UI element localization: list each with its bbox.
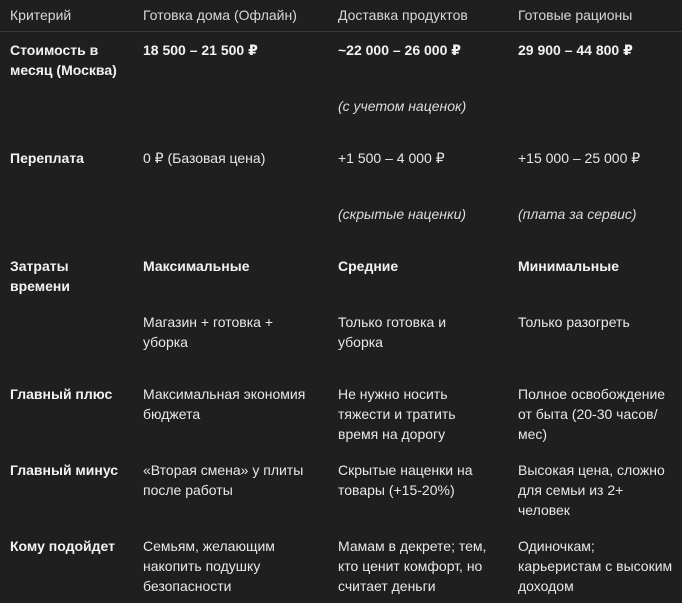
table-row-fit	[0, 536, 682, 603]
table-row-overpay	[0, 148, 682, 248]
table-row-cost	[0, 40, 682, 140]
row-label-cost: Стоимость в месяц (Москва)	[10, 42, 117, 78]
plus-home: Максимальная экономия бюджета	[143, 386, 306, 422]
overpay-ready-cell	[518, 148, 678, 222]
row-label-minus: Главный минус	[10, 462, 119, 478]
table-row-plus	[0, 384, 682, 454]
plus-ready: Полное освобождение от быта (20-30 часов/мес)	[518, 386, 666, 442]
overpay-delivery-note: (скрытые наценки)	[338, 206, 467, 222]
plus-delivery: Не нужно носить тяжести и тратить время на дорогу	[338, 386, 456, 442]
time-ready-sub: Только разогреть	[518, 314, 630, 330]
row-label-overpay: Переплата	[10, 150, 84, 166]
cost-delivery-cell	[338, 40, 503, 114]
cost-delivery: ~22 000 – 26 000 ₽	[338, 42, 462, 58]
row-label-plus: Главный плюс	[10, 386, 113, 402]
time-ready-cell	[518, 256, 678, 330]
time-home-sub: Магазин + готовка + уборка	[143, 314, 273, 350]
cost-ready: 29 900 – 44 800 ₽	[518, 42, 633, 58]
table-header-row	[0, 5, 682, 32]
row-label-fit: Кому подойдет	[10, 538, 115, 554]
header-ready-meals: Готовые рационы	[518, 7, 633, 23]
cost-home: 18 500 – 21 500 ₽	[143, 42, 258, 58]
time-delivery-cell	[338, 256, 503, 350]
overpay-delivery-cell	[338, 148, 503, 222]
fit-ready: Одиночкам; карьеристам с высоким доходом	[518, 538, 673, 594]
cost-delivery-note: (с учетом наценок)	[338, 98, 467, 114]
row-label-time: Затраты времени	[10, 258, 70, 294]
header-grocery-delivery: Доставка продуктов	[338, 7, 468, 23]
time-ready: Минимальные	[518, 258, 619, 274]
time-delivery: Средние	[338, 258, 399, 274]
time-home: Максимальные	[143, 258, 250, 274]
minus-home: «Вторая смена» у плиты после работы	[143, 462, 304, 498]
overpay-home: 0 ₽ (Базовая цена)	[143, 150, 266, 166]
table-row-minus	[0, 460, 682, 530]
overpay-ready: +15 000 – 25 000 ₽	[518, 150, 641, 166]
header-criterion: Критерий	[10, 7, 72, 23]
minus-ready: Высокая цена, сложно для семьи из 2+ человек	[518, 462, 665, 518]
minus-delivery: Скрытые наценки на товары (+15-20%)	[338, 462, 473, 498]
overpay-ready-note: (плата за сервис)	[518, 206, 637, 222]
time-delivery-sub: Только готовка и уборка	[338, 314, 447, 350]
time-home-cell	[143, 256, 323, 350]
table-row-time	[0, 256, 682, 376]
overpay-delivery: +1 500 – 4 000 ₽	[338, 150, 445, 166]
fit-home: Семьям, желающим накопить подушку безопасности	[143, 538, 275, 594]
header-home-cooking: Готовка дома (Офлайн)	[143, 7, 297, 23]
fit-delivery: Мамам в декрете; тем, кто ценит комфорт, но считает деньги	[338, 538, 487, 594]
